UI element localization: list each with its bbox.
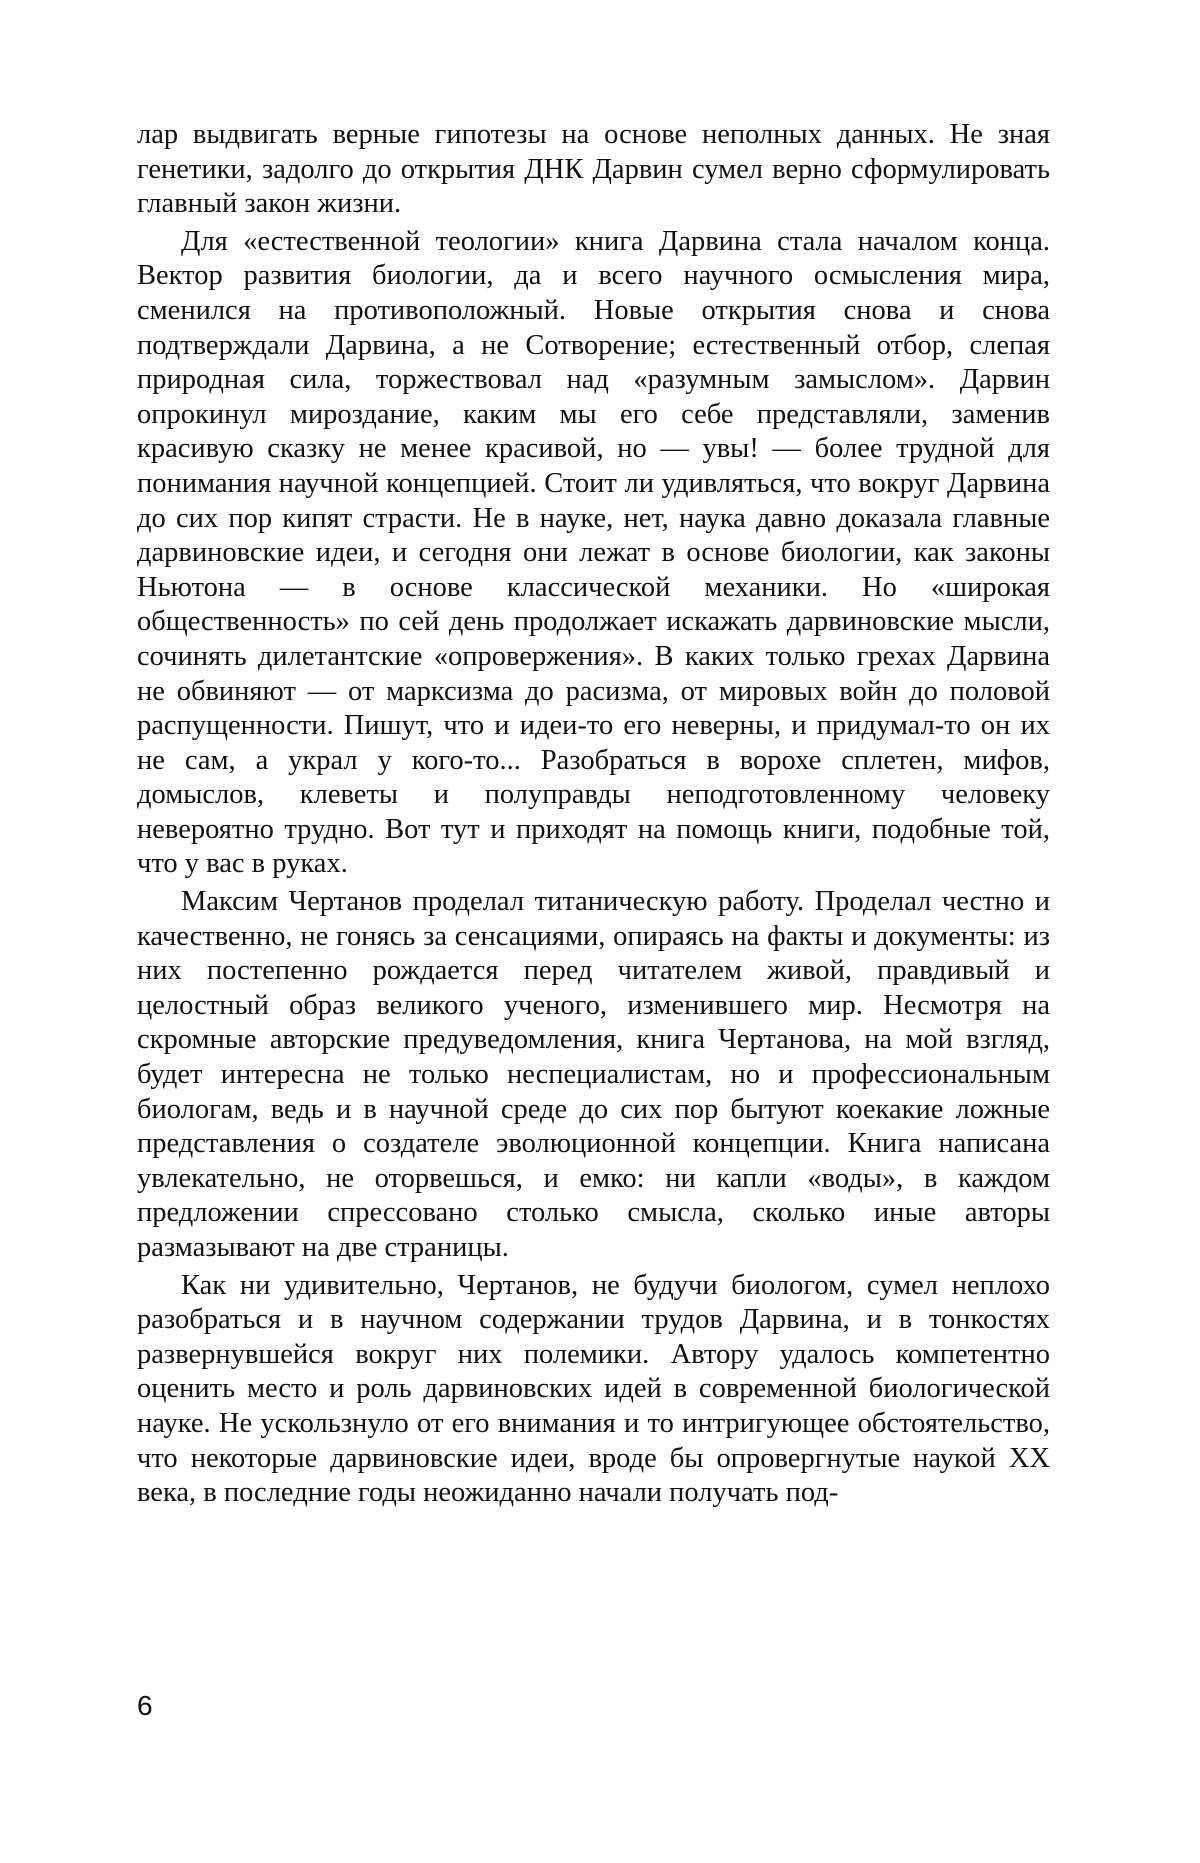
paragraph-continuation: лар выдвигать верные гипотезы на основе неполных данных. Не зная генетики, задолго до открытия ДНК Дарвин сумел верно сформулировать главный закон жизни. — [137, 118, 1050, 222]
body-text — [137, 118, 1050, 1514]
paragraph-natural-theology: Для «естественной теологии» книга Дарвина стала началом конца. Вектор развития биологии, да и всего научного осмыс­ления мира, сменился на противоположный. Новые открытия снова и снова подтверждали Дарвина, а не Сотворение; есте­ственный отбор, слепая природная сила, торжествовал над «разумным замыслом». Дарвин опрокинул мироздание, каким мы его себе представляли, заменив красивую сказку не менее красивой, но — увы! — более трудной для понимания научной концепцией. Стоит ли удивляться, что вокруг Дарвина до сих пор кипят страсти. Не в науке, нет, наука давно доказала глав­ные дарвиновские идеи, и сегодня они лежат в основе биоло­гии, как законы Ньютона — в основе классической механики. Но «широкая общественность» по сей день продолжает иска­жать дарвиновские мысли, сочинять дилетантские «опровер­жения». В каких только грехах Дарвина не обвиняют — от марксизма до расизма, от мировых войн до половой распу­щенности. Пишут, что и идеи-то его неверны, и придумал-то он их не сам, а украл у кого-то... Разобраться в ворохе сплетен, мифов, домыслов, клеветы и полуправды неподготовленному человеку невероятно трудно. Вот тут и приходят на помощь книги, подобные той, что у вас в руках. — [137, 225, 1050, 882]
page-number: 6 — [137, 1690, 153, 1722]
paragraph-chertanov-work: Максим Чертанов проделал титаническую работу. Проде­лал честно и качественно, не гонясь за сенсациями, опираясь на факты и документы: из них постепенно рождается перед читателем живой, правдивый и целостный образ великого уче­ного, изменившего мир. Несмотря на скромные авторские предуведомления, книга Чертанова, на мой взгляд, будет интересна не только неспециалистам, но и профессиональ­ным биологам, ведь и в научной среде до сих пор бытуют кое­какие ложные представления о создателе эволюционной концепции. Книга написана увлекательно, не оторвешься, и емко: ни капли «воды», в каждом предложении спрессовано столько смысла, сколько иные авторы размазывают на две страницы. — [137, 885, 1050, 1266]
paragraph-scientific-content: Как ни удивительно, Чертанов, не будучи биологом, сумел неплохо разобраться и в научном содержании трудов Дарви­на, и в тонкостях развернувшейся вокруг них полемики. Авто­ру удалось компетентно оценить место и роль дарвиновских идей в современной биологической науке. Не ускользнуло от его внимания и то интригующее обстоятельство, что некото­рые дарвиновские идеи, вроде бы опровергнутые наукой XX века, в последние годы неожиданно начали получать под- — [137, 1269, 1050, 1511]
book-page — [0, 0, 1200, 1863]
